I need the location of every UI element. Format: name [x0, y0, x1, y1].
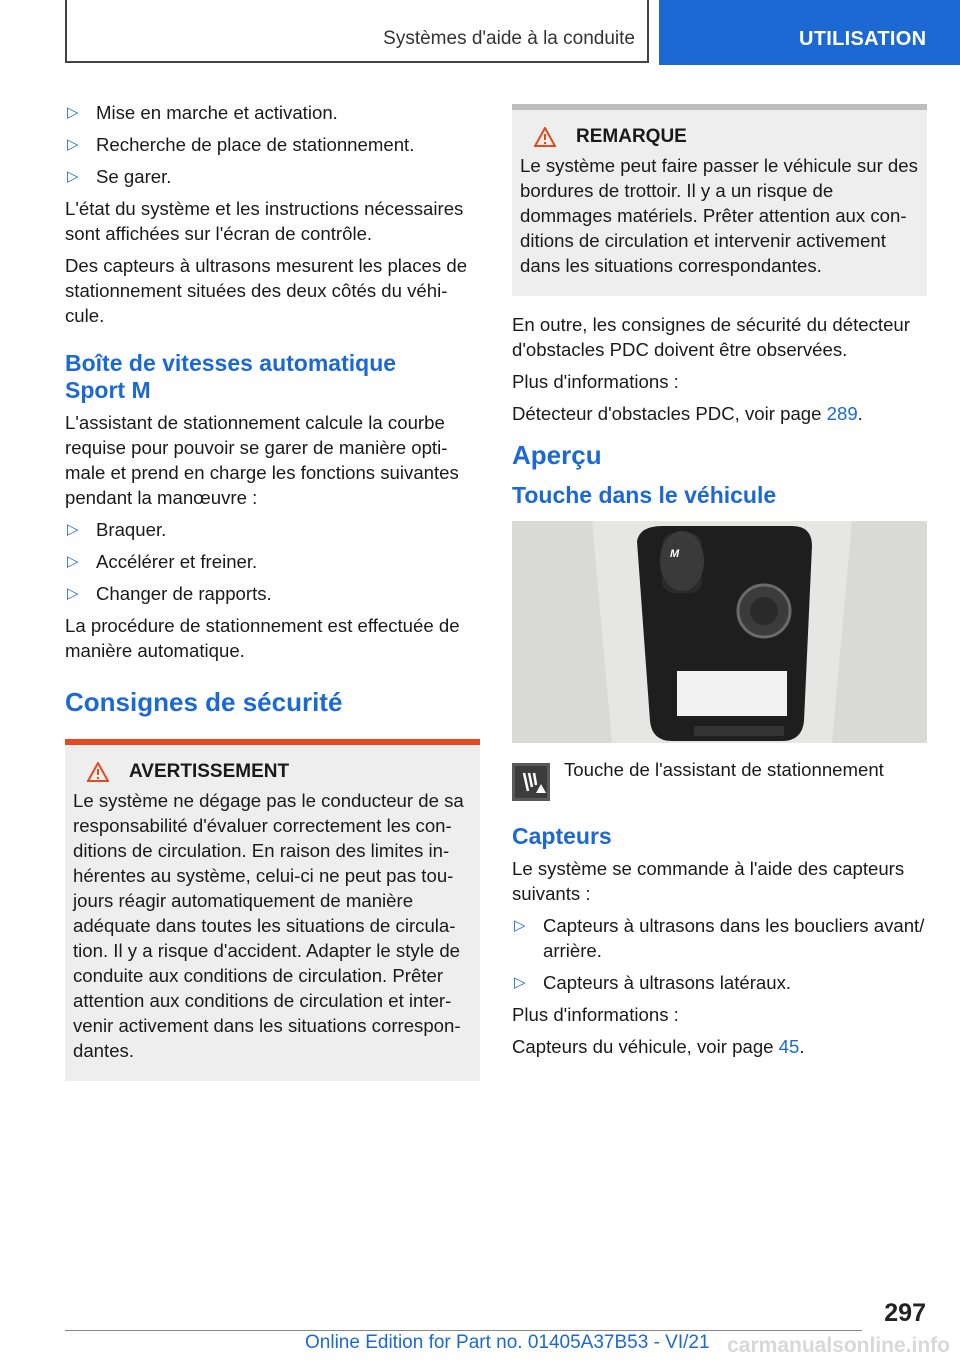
list-item: ▷ Recherche de place de stationnement. — [67, 134, 415, 155]
page-link-289[interactable]: 289 — [826, 403, 858, 424]
header-section-title: Systèmes d'aide à la conduite — [383, 28, 635, 49]
paragraph: Le système se commande à l'aide des capteurs suivants : — [512, 858, 905, 904]
paragraph: Des capteurs à ultrasons mesurent les places de stationnement situées des deux côtés du véhicule. — [65, 255, 468, 326]
heading-button: Touche dans le véhicule — [512, 482, 777, 508]
paragraph: L'état du système et les instructions nécessaires sont affichées sur l'écran de contrôle. — [65, 198, 464, 244]
paragraph: La procédure de stationnement est effectuée de manière automatique. — [65, 615, 460, 661]
heading-safety: Consignes de sécurité — [65, 687, 343, 717]
triangle-bullet-icon: ▷ — [67, 553, 79, 570]
page-link-45[interactable]: 45 — [778, 1036, 800, 1057]
console-photo — [512, 521, 927, 743]
list-item: ▷ Capteurs à ultrasons latéraux. — [514, 972, 792, 993]
warning-title: AVERTISSEMENT — [87, 759, 472, 784]
left-column — [65, 100, 480, 1097]
svg-text:M: M — [670, 548, 680, 560]
list-item: ▷ Mise en marche et activation. — [67, 102, 338, 123]
note-box — [512, 104, 927, 296]
triangle-bullet-icon: ▷ — [514, 974, 526, 991]
paragraph: Plus d'informations : — [512, 1004, 679, 1025]
header-chapter-title: UTILISATION — [799, 28, 927, 50]
icon-caption-row — [512, 759, 927, 801]
note-body: Le système peut faire passer le véhicule sur des bordures de trottoir. Il y a un risque de dommages matériels. Prêter attention aux conditions de circulation et intervenir activement dans les situations correspondantes. — [520, 155, 918, 276]
triangle-bullet-icon: ▷ — [514, 917, 526, 934]
list-item: ▷ Capteurs à ultrasons dans les boucliers avant/ arrière. — [514, 915, 925, 961]
list-item: ▷ Braquer. — [67, 519, 167, 540]
list-item: ▷ Accélérer et freiner. — [67, 551, 258, 572]
paragraph-link: Détecteur d'obstacles PDC, voir page 289. — [512, 403, 863, 424]
triangle-bullet-icon: ▷ — [67, 521, 79, 538]
warning-triangle-icon — [87, 762, 109, 782]
parking-assistant-icon — [512, 763, 550, 801]
paragraph: Plus d'informations : — [512, 371, 679, 392]
heading-gearbox: Boîte de vitesses automatique Sport M — [65, 350, 397, 403]
footer-divider — [65, 1330, 862, 1331]
list-item: ▷ Se garer. — [67, 166, 172, 187]
triangle-bullet-icon: ▷ — [67, 136, 79, 153]
triangle-bullet-icon: ▷ — [67, 104, 79, 121]
paragraph: En outre, les consignes de sécurité du détecteur d'obstacles PDC doivent être observées. — [512, 314, 910, 360]
triangle-bullet-icon: ▷ — [67, 168, 79, 185]
paragraph: L'assistant de stationnement calcule la courbe requise pour pouvoir se garer de manière optimale et prend en charge les fonctions suivantes pendant la manœuvre : — [65, 412, 459, 508]
paragraph-link: Capteurs du véhicule, voir page 45. — [512, 1036, 805, 1057]
header-section-box — [65, 0, 649, 63]
heading-sensors: Capteurs — [512, 823, 612, 849]
warning-box — [65, 739, 480, 1081]
list-item: ▷ Changer de rapports. — [67, 583, 272, 604]
triangle-bullet-icon: ▷ — [67, 585, 79, 602]
page-number: 297 — [884, 1299, 926, 1327]
heading-overview: Aperçu — [512, 440, 602, 470]
watermark: carmanualsonline.info — [727, 1334, 950, 1357]
note-title: REMARQUE — [534, 124, 919, 149]
warning-body: Le système ne dégage pas le conducteur de sa responsabilité d'évaluer correctement les conditions de circulation. En raison des limites inhérentes au système, celui-ci ne peut pas toujours réagir automatiquement de manière adéquate dans toutes les situations de circulation. Il y a risque d'accident. Adapter le style de conduite aux conditions de circulation. Prêter attention aux conditions de circulation et intervenir activement dans les situations correspondantes. — [73, 790, 464, 1061]
right-column — [512, 104, 927, 1066]
warning-triangle-icon — [534, 127, 556, 147]
footer-edition: Online Edition for Part no. 01405A37B53 - VI/21 — [305, 1332, 710, 1353]
icon-caption: Touche de l'assistant de stationnement — [564, 759, 884, 780]
header-chapter-tab — [659, 0, 960, 65]
